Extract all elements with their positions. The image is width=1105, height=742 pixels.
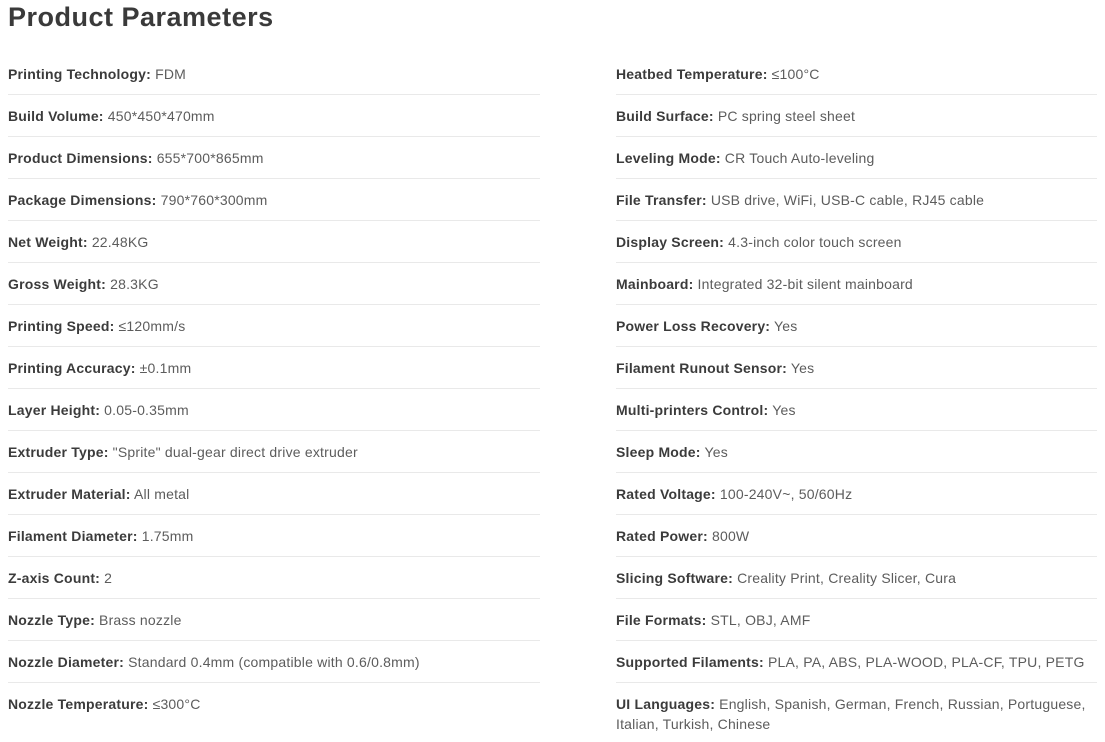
spec-label: Extruder Material: xyxy=(8,486,131,502)
spec-row xyxy=(616,641,1097,683)
spec-value: Yes xyxy=(790,360,815,376)
spec-row xyxy=(8,263,540,305)
spec-row xyxy=(8,347,540,389)
spec-label: UI Languages: xyxy=(616,696,716,712)
spec-value: 100-240V~, 50/60Hz xyxy=(719,486,853,502)
spec-label: Gross Weight: xyxy=(8,276,107,292)
spec-row xyxy=(8,179,540,221)
spec-value: Yes xyxy=(774,318,798,334)
spec-value: ≤120mm/s xyxy=(118,318,186,334)
spec-label: Nozzle Temperature: xyxy=(8,696,149,712)
spec-value: 800W xyxy=(711,528,750,544)
spec-label: Nozzle Diameter: xyxy=(8,654,125,670)
spec-label: Multi-printers Control: xyxy=(616,402,769,418)
spec-label: File Formats: xyxy=(616,612,707,628)
spec-column-left xyxy=(8,53,540,724)
spec-label: Nozzle Type: xyxy=(8,612,95,628)
spec-row xyxy=(8,53,540,95)
spec-value: 790*760*300mm xyxy=(160,192,268,208)
spec-row xyxy=(8,431,540,473)
spec-label: Printing Technology: xyxy=(8,66,151,82)
spec-label: File Transfer: xyxy=(616,192,707,208)
spec-row xyxy=(8,389,540,431)
spec-value: PC spring steel sheet xyxy=(717,108,856,124)
spec-value: Integrated 32-bit silent mainboard xyxy=(697,276,913,292)
spec-value: 2 xyxy=(104,570,113,586)
spec-value: PLA, PA, ABS, PLA-WOOD, PLA-CF, TPU, PETG xyxy=(768,654,1085,670)
spec-value: STL, OBJ, AMF xyxy=(710,612,811,628)
spec-value: "Sprite" dual-gear direct drive extruder xyxy=(112,444,358,460)
spec-label: Supported Filaments: xyxy=(616,654,764,670)
spec-table xyxy=(8,53,1097,742)
spec-label: Product Dimensions: xyxy=(8,150,153,166)
spec-row xyxy=(8,473,540,515)
spec-label: Slicing Software: xyxy=(616,570,733,586)
spec-value: All metal xyxy=(133,486,190,502)
spec-label: Rated Voltage: xyxy=(616,486,716,502)
spec-row xyxy=(8,305,540,347)
spec-value: ±0.1mm xyxy=(139,360,192,376)
spec-value: 4.3-inch color touch screen xyxy=(728,234,902,250)
spec-value: Creality Print, Creality Slicer, Cura xyxy=(737,570,957,586)
spec-row xyxy=(616,263,1097,305)
spec-row xyxy=(616,53,1097,95)
spec-label: Printing Accuracy: xyxy=(8,360,136,376)
spec-label: Leveling Mode: xyxy=(616,150,721,166)
spec-label: Printing Speed: xyxy=(8,318,115,334)
spec-label: Extruder Type: xyxy=(8,444,109,460)
spec-value: Yes xyxy=(772,402,796,418)
spec-row xyxy=(8,221,540,263)
spec-row xyxy=(616,515,1097,557)
spec-row xyxy=(8,641,540,683)
spec-row xyxy=(616,473,1097,515)
spec-row xyxy=(616,347,1097,389)
spec-label: Filament Runout Sensor: xyxy=(616,360,788,376)
spec-value: USB drive, WiFi, USB-C cable, RJ45 cable xyxy=(710,192,985,208)
spec-value: 1.75mm xyxy=(141,528,194,544)
spec-label: Layer Height: xyxy=(8,402,101,418)
spec-row xyxy=(8,599,540,641)
spec-value: English, Spanish, German, French, Russian, Portuguese, Italian, Turkish, Chinese xyxy=(616,696,1086,732)
spec-label: Display Screen: xyxy=(616,234,725,250)
spec-value: Yes xyxy=(704,444,728,460)
spec-row xyxy=(616,305,1097,347)
spec-row xyxy=(616,137,1097,179)
spec-label: Z-axis Count: xyxy=(8,570,101,586)
spec-row xyxy=(616,599,1097,641)
spec-value: ≤300°C xyxy=(152,696,201,712)
spec-row xyxy=(616,683,1097,742)
spec-row xyxy=(616,389,1097,431)
spec-value: Brass nozzle xyxy=(99,612,182,628)
spec-row xyxy=(8,95,540,137)
spec-value: CR Touch Auto-leveling xyxy=(724,150,875,166)
spec-row xyxy=(8,683,540,724)
spec-row xyxy=(616,179,1097,221)
spec-value: 655*700*865mm xyxy=(156,150,264,166)
spec-row xyxy=(616,221,1097,263)
spec-row xyxy=(616,95,1097,137)
spec-label: Heatbed Temperature: xyxy=(616,66,768,82)
spec-label: Build Volume: xyxy=(8,108,104,124)
spec-row xyxy=(8,557,540,599)
spec-value: Standard 0.4mm (compatible with 0.6/0.8mm) xyxy=(128,654,420,670)
spec-label: Build Surface: xyxy=(616,108,714,124)
spec-value: 22.48KG xyxy=(91,234,149,250)
spec-value: FDM xyxy=(155,66,186,82)
spec-row xyxy=(616,557,1097,599)
spec-label: Package Dimensions: xyxy=(8,192,157,208)
spec-label: Mainboard: xyxy=(616,276,694,292)
spec-value: 0.05-0.35mm xyxy=(104,402,189,418)
spec-value: 28.3KG xyxy=(110,276,159,292)
spec-row xyxy=(616,431,1097,473)
spec-label: Power Loss Recovery: xyxy=(616,318,771,334)
spec-value: ≤100°C xyxy=(771,66,820,82)
spec-value: 450*450*470mm xyxy=(107,108,215,124)
spec-label: Net Weight: xyxy=(8,234,88,250)
spec-label: Rated Power: xyxy=(616,528,708,544)
spec-row xyxy=(8,137,540,179)
spec-label: Sleep Mode: xyxy=(616,444,701,460)
spec-column-right xyxy=(616,53,1097,742)
spec-label: Filament Diameter: xyxy=(8,528,138,544)
spec-row xyxy=(8,515,540,557)
page-title: Product Parameters xyxy=(8,2,274,32)
